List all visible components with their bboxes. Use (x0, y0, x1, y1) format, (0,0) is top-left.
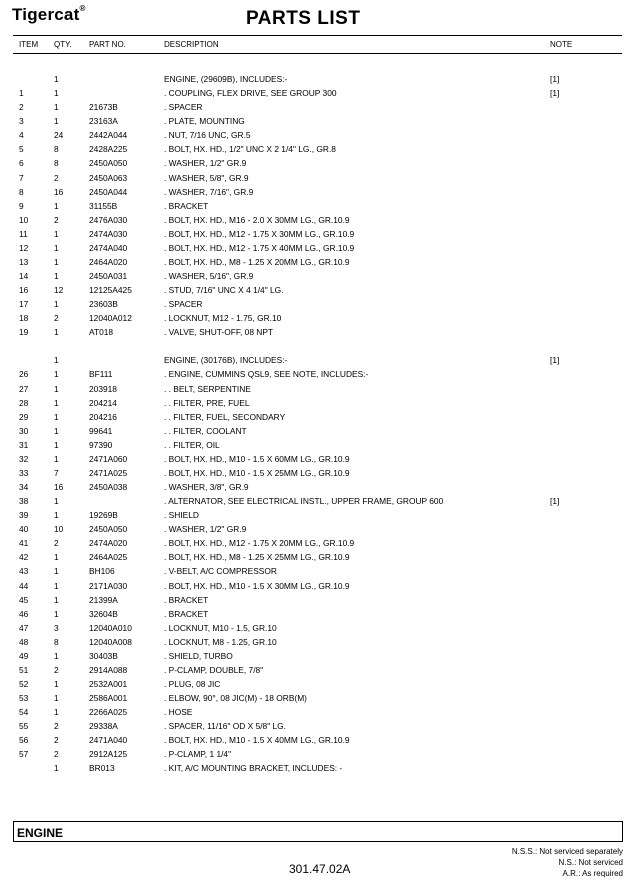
description: . SPACER (164, 102, 203, 113)
item-number: 3 (19, 116, 24, 127)
header-bottom-rule (13, 53, 622, 54)
table-row (0, 636, 634, 650)
quantity: 10 (54, 524, 64, 535)
description: . COUPLING, FLEX DRIVE, SEE GROUP 300 (164, 88, 337, 99)
description: . SHIELD (164, 510, 199, 521)
item-number: 27 (19, 383, 29, 394)
part-number: 12040A010 (89, 622, 132, 633)
item-number: 34 (19, 482, 29, 492)
table-row (0, 383, 634, 397)
quantity: 1 (54, 116, 59, 127)
table-row (0, 214, 634, 228)
table-row (0, 664, 634, 678)
description: . BRACKET (164, 608, 209, 619)
quantity: 2 (54, 313, 59, 324)
table-row (0, 509, 634, 523)
description: . BOLT, HX. HD., M12 - 1.75 X 30MM LG., GR.10.9 (164, 228, 355, 239)
table-row (0, 186, 634, 200)
description: . WASHER, 1/2" GR.9 (164, 524, 247, 535)
brand-logo (12, 5, 86, 25)
description: . PLATE, MOUNTING (164, 116, 245, 127)
description: . . BELT, SERPENTINE (164, 383, 251, 394)
note: [1] (550, 88, 560, 99)
quantity: 8 (54, 144, 59, 155)
description: . HOSE (164, 707, 193, 718)
table-row (0, 172, 634, 186)
item-number: 32 (19, 453, 29, 464)
quantity: 12 (54, 285, 64, 295)
legend-ar: A.R.: As required (562, 869, 623, 878)
table-row (0, 608, 634, 622)
item-number: 38 (19, 496, 29, 506)
description: . . FILTER, OIL (164, 439, 220, 450)
part-number: 2450A063 (89, 172, 128, 183)
description: . BOLT, HX. HD., M10 - 1.5 X 25MM LG., GR.10.9 (164, 467, 350, 478)
table-row (0, 242, 634, 256)
part-number: 2464A020 (89, 256, 128, 267)
item-number: 11 (19, 228, 28, 239)
quantity: 1 (54, 383, 59, 394)
item-number: 54 (19, 707, 29, 718)
part-number: 23163A (89, 116, 118, 127)
quantity: 8 (54, 636, 59, 647)
part-number: 2476A030 (89, 214, 128, 225)
part-number: 2532A001 (89, 678, 128, 689)
part-number: 12040A012 (89, 313, 132, 324)
table-row (0, 481, 634, 495)
footer-rule (13, 841, 622, 842)
quantity: 1 (54, 594, 59, 605)
quantity: 1 (54, 510, 59, 521)
table-row (0, 523, 634, 537)
table-row (0, 622, 634, 636)
quantity: 2 (54, 172, 59, 183)
item-number: 12 (19, 242, 29, 253)
description: . ELBOW, 90°, 08 JIC(M) - 18 ORB(M) (164, 693, 307, 703)
item-number: 29 (19, 411, 29, 422)
part-number: AT018 (89, 327, 114, 338)
abbreviation-legend (512, 846, 623, 879)
section-footer (13, 821, 623, 842)
quantity: 1 (54, 299, 59, 310)
table-row (0, 650, 634, 664)
item-number: 5 (19, 144, 24, 155)
quantity: 1 (54, 496, 59, 506)
quantity: 1 (54, 453, 59, 464)
part-number: 12040A008 (89, 636, 132, 647)
description: . P-CLAMP, DOUBLE, 7/8" (164, 664, 264, 675)
description: . BRACKET (164, 594, 209, 605)
item-number: 42 (19, 552, 29, 563)
table-row (0, 692, 634, 706)
description: . . FILTER, PRE, FUEL (164, 397, 250, 408)
item-number: 49 (19, 650, 29, 661)
quantity: 3 (54, 622, 59, 633)
table-row (0, 425, 634, 439)
part-number: 97390 (89, 439, 113, 450)
table-row (0, 565, 634, 579)
quantity: 2 (54, 735, 59, 746)
item-number: 31 (19, 439, 29, 450)
part-number: 32604B (89, 608, 118, 619)
quantity: 1 (54, 327, 59, 338)
column-header-description: DESCRIPTION (164, 40, 219, 49)
description: . SHIELD, TURBO (164, 650, 233, 661)
item-number: 14 (19, 271, 29, 281)
quantity: 1 (54, 650, 59, 661)
quantity: 16 (54, 482, 64, 492)
quantity: 1 (54, 552, 59, 563)
description: . PLUG, 08 JIC (164, 678, 221, 689)
item-number: 43 (19, 566, 29, 577)
quantity: 1 (54, 355, 59, 366)
part-number: 2474A020 (89, 538, 128, 549)
part-number: 29338A (89, 721, 118, 732)
part-number: 19269B (89, 510, 118, 521)
legend-nss: N.S.S.: Not serviced separately (511, 847, 623, 856)
part-number: 2586A001 (89, 693, 128, 703)
description: . VALVE, SHUT-OFF, 08 NPT (164, 327, 274, 338)
description: . WASHER, 7/16", GR.9 (164, 186, 254, 197)
table-row (0, 720, 634, 734)
description: . V-BELT, A/C COMPRESSOR (164, 566, 277, 577)
quantity: 2 (54, 721, 59, 732)
table-row (0, 87, 634, 101)
item-number: 55 (19, 721, 29, 732)
description: ENGINE, (29609B), INCLUDES:- (164, 74, 288, 84)
description: . WASHER, 3/8", GR.9 (164, 482, 249, 492)
description: . BOLT, HX. HD., M8 - 1.25 X 25MM LG., GR.10.9 (164, 552, 350, 563)
part-number: 2471A025 (89, 467, 128, 478)
table-row (0, 157, 634, 171)
quantity: 1 (54, 242, 59, 253)
quantity: 1 (54, 228, 59, 239)
description: . LOCKNUT, M8 - 1.25, GR.10 (164, 636, 277, 647)
column-header-note: NOTE (550, 40, 573, 49)
column-header-qty: QTY. (54, 40, 72, 49)
description: . . FILTER, COOLANT (164, 425, 247, 436)
item-number: 16 (19, 285, 29, 295)
table-row (0, 326, 634, 340)
quantity: 2 (54, 749, 59, 760)
part-number: 204216 (89, 411, 117, 422)
part-number: 2450A038 (89, 482, 128, 492)
table-row (0, 551, 634, 565)
item-number: 9 (19, 200, 24, 211)
description: . BOLT, HX. HD., M12 - 1.75 X 20MM LG., GR.10.9 (164, 538, 355, 549)
item-number: 57 (19, 749, 29, 760)
quantity: 1 (54, 678, 59, 689)
table-row (0, 678, 634, 692)
header-top-rule (13, 35, 622, 36)
table-row (0, 256, 634, 270)
quantity: 1 (54, 763, 59, 774)
description: . BOLT, HX. HD., M10 - 1.5 X 30MM LG., GR.10.9 (164, 580, 350, 591)
table-row (0, 200, 634, 214)
table-row (0, 228, 634, 242)
description: . . FILTER, FUEL, SECONDARY (164, 411, 286, 422)
table-row (0, 537, 634, 551)
part-number: 204214 (89, 397, 117, 408)
description: . BOLT, HX. HD., M12 - 1.75 X 40MM LG., GR.10.9 (164, 242, 355, 253)
description: . WASHER, 1/2" GR.9 (164, 158, 247, 169)
description: . KIT, A/C MOUNTING BRACKET, INCLUDES: - (164, 763, 343, 774)
description: . SPACER (164, 299, 203, 310)
description: . BOLT, HX. HD., M10 - 1.5 X 40MM LG., GR.10.9 (164, 735, 350, 746)
part-number: 2471A060 (89, 453, 128, 464)
part-number: 203918 (89, 383, 117, 394)
part-number: 23603B (89, 299, 118, 310)
quantity: 7 (54, 467, 59, 478)
table-row (0, 270, 634, 284)
item-number: 53 (19, 693, 29, 703)
description: . STUD, 7/16" UNC X 4 1/4" LG. (164, 285, 284, 295)
quantity: 1 (54, 707, 59, 718)
part-number: 2450A050 (89, 524, 128, 535)
table-row (0, 467, 634, 481)
table-row (0, 312, 634, 326)
item-number: 56 (19, 735, 29, 746)
part-number: BR013 (89, 763, 115, 774)
part-number: 31155B (89, 200, 118, 211)
table-row (0, 354, 634, 368)
description: . ENGINE, CUMMINS QSL9, SEE NOTE, INCLUDES:- (164, 369, 369, 380)
part-number: 2171A030 (89, 580, 128, 591)
table-row (0, 495, 634, 509)
item-number: 47 (19, 622, 29, 633)
part-number: 2464A025 (89, 552, 128, 563)
part-number: 12125A425 (89, 285, 132, 295)
item-number: 8 (19, 186, 24, 197)
quantity: 16 (54, 186, 64, 197)
item-number: 6 (19, 158, 24, 169)
item-number: 45 (19, 594, 29, 605)
item-number: 19 (19, 327, 29, 338)
quantity: 1 (54, 74, 59, 84)
part-number: 21673B (89, 102, 118, 113)
table-row (0, 453, 634, 467)
table-row (0, 129, 634, 143)
item-number: 30 (19, 425, 29, 436)
quantity: 24 (54, 130, 64, 141)
quantity: 1 (54, 200, 59, 211)
description: . BOLT, HX. HD., M16 - 2.0 X 30MM LG., GR.10.9 (164, 214, 350, 225)
item-number: 7 (19, 172, 24, 183)
note: [1] (550, 355, 560, 366)
part-number: 2471A040 (89, 735, 128, 746)
item-number: 51 (19, 664, 29, 675)
part-number: 2450A050 (89, 158, 128, 169)
quantity: 1 (54, 256, 59, 267)
legend-ns: N.S.: Not serviced (558, 858, 623, 867)
table-row (0, 115, 634, 129)
item-number: 2 (19, 102, 24, 113)
quantity: 2 (54, 214, 59, 225)
part-number: BF111 (89, 369, 113, 380)
item-number: 1 (19, 88, 24, 99)
part-number: 2266A025 (89, 707, 128, 718)
quantity: 1 (54, 271, 59, 281)
item-number: 41 (19, 538, 29, 549)
item-number: 52 (19, 678, 29, 689)
part-number: 2914A088 (89, 664, 128, 675)
description: . BRACKET (164, 200, 209, 211)
quantity: 2 (54, 664, 59, 675)
page-title: PARTS LIST (246, 8, 361, 29)
quantity: 1 (54, 566, 59, 577)
part-number: 2450A044 (89, 186, 128, 197)
section-label: ENGINE (17, 826, 64, 840)
description: ENGINE, (30176B), INCLUDES:- (164, 355, 288, 366)
part-number: 2474A040 (89, 242, 128, 253)
description: . BOLT, HX. HD., M8 - 1.25 X 20MM LG., GR.10.9 (164, 256, 350, 267)
table-row (0, 706, 634, 720)
part-number: 21399A (89, 594, 118, 605)
quantity: 1 (54, 102, 59, 113)
description: . ALTERNATOR, SEE ELECTRICAL INSTL., UPPER FRAME, GROUP 600 (164, 496, 444, 506)
quantity: 1 (54, 425, 59, 436)
column-header-item: ITEM (19, 40, 39, 49)
quantity: 1 (54, 580, 59, 591)
table-row (0, 143, 634, 157)
table-row (0, 298, 634, 312)
table-row (0, 748, 634, 762)
item-number: 10 (19, 214, 29, 225)
note: [1] (550, 74, 560, 84)
page-number: 301.47.02A (289, 862, 351, 876)
table-row (0, 368, 634, 382)
quantity: 1 (54, 397, 59, 408)
quantity: 8 (54, 158, 59, 169)
registered-mark: ® (79, 4, 86, 13)
description: . SPACER, 11/16" OD X 5/8" LG. (164, 721, 287, 732)
table-row (0, 411, 634, 425)
part-number: 30403B (89, 650, 118, 661)
description: . WASHER, 5/16", GR.9 (164, 271, 254, 281)
note: [1] (550, 496, 560, 506)
part-number: 2450A031 (89, 271, 128, 281)
quantity: 1 (54, 693, 59, 703)
brand-name: Tigercat (12, 5, 80, 24)
part-number: 2428A225 (89, 144, 128, 155)
description: . P-CLAMP, 1 1/4" (164, 749, 232, 760)
item-number: 46 (19, 608, 29, 619)
table-row (0, 439, 634, 453)
item-number: 26 (19, 369, 29, 380)
description: . LOCKNUT, M12 - 1.75, GR.10 (164, 313, 282, 324)
table-row (0, 73, 634, 87)
quantity: 2 (54, 538, 59, 549)
item-number: 48 (19, 636, 29, 647)
item-number: 40 (19, 524, 29, 535)
part-number: 2474A030 (89, 228, 128, 239)
description: . WASHER, 5/8", GR.9 (164, 172, 249, 183)
description: . BOLT, HX. HD., 1/2" UNC X 2 1/4" LG., GR.8 (164, 144, 336, 155)
description: . BOLT, HX. HD., M10 - 1.5 X 60MM LG., GR.10.9 (164, 453, 350, 464)
table-row (0, 734, 634, 748)
item-number: 17 (19, 299, 29, 310)
table-row (0, 594, 634, 608)
quantity: 1 (54, 608, 59, 619)
quantity: 1 (54, 369, 59, 380)
item-number: 33 (19, 467, 29, 478)
table-row (0, 284, 634, 298)
item-number: 28 (19, 397, 29, 408)
quantity: 1 (54, 411, 59, 422)
description: . NUT, 7/16 UNC, GR.5 (164, 130, 251, 141)
item-number: 44 (19, 580, 29, 591)
item-number: 18 (19, 313, 29, 324)
part-number: 2442A044 (89, 130, 128, 141)
item-number: 4 (19, 130, 24, 141)
table-row (0, 580, 634, 594)
part-number: 99641 (89, 425, 113, 436)
table-row (0, 101, 634, 115)
description: . LOCKNUT, M10 - 1.5, GR.10 (164, 622, 277, 633)
item-number: 39 (19, 510, 29, 521)
column-header-part-no: PART NO. (89, 40, 126, 49)
quantity: 1 (54, 439, 59, 450)
part-number: BH106 (89, 566, 115, 577)
table-row (0, 397, 634, 411)
quantity: 1 (54, 88, 59, 99)
part-number: 2912A125 (89, 749, 128, 760)
table-row (0, 762, 634, 776)
item-number: 13 (19, 256, 29, 267)
